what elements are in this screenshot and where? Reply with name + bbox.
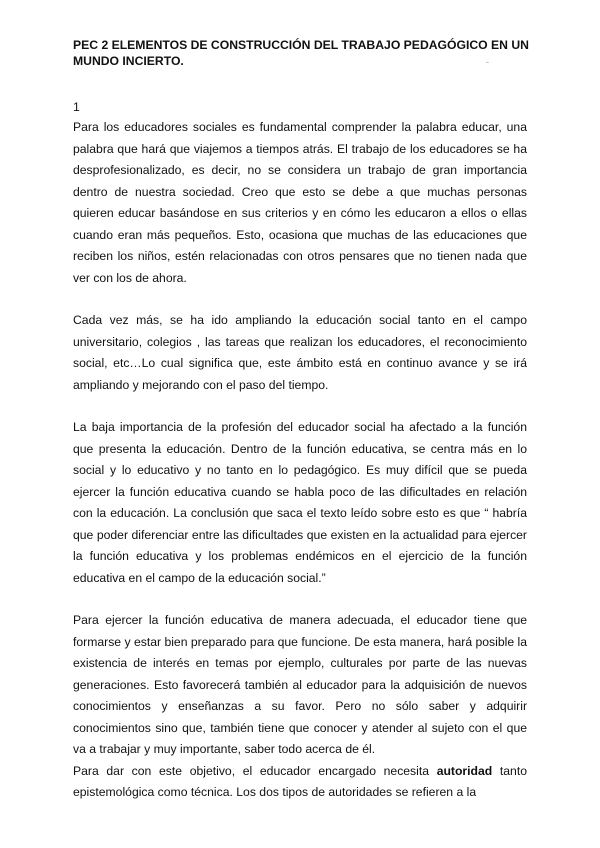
corner-mark: - [486, 57, 489, 67]
paragraph-4: Para ejercer la función educativa de manera adecuada, el educador tiene que formarse y estar bien preparado para que funcione. De esta manera, hará posible la existencia de interés en temas por ejemplo, culturales por parte de las nuevas generaciones. Esto favorecerá también al educador para la adquisición de nuevos conocimientos y enseñanzas a su favor. Pero no sólo saber y adquirir conocimientos sino que, también tiene que conocer y atender al sujeto con el que va a trabajar y muy importante, saber todo acerca de él. [73, 613, 527, 756]
paragraph-5 [73, 761, 527, 804]
document-body [73, 117, 527, 804]
paragraph-1: Para los educadores sociales es fundamental comprender la palabra educar, una palabra que hará que viajemos a tiempos atrás. El trabajo de los educadores se ha desprofesionalizado, es decir, no se considera un trabajo de gran importancia dentro de nuestra sociedad. Creo que esto se debe a que muchas personas quieren educar basándose en sus criterios y en cómo les educaron a ellos o ellas cuando eran más pequeños. Esto, ocasiona que muchas de las educaciones que reciben los niños, estén relacionadas con otros pensares que no tienen nada que ver con los de ahora. [73, 120, 527, 285]
paragraph-2: Cada vez más, se ha ido ampliando la educación social tanto en el campo universitario, colegios , las tareas que realizan los educadores, el reconocimiento social, etc…Lo cual significa que, este ámbito está en continuo avance y se irá ampliando y mejorando con el paso del tiempo. [73, 313, 527, 392]
section-number: 1 [73, 100, 80, 114]
document-title: PEC 2 ELEMENTOS DE CONSTRUCCIÓN DEL TRABAJO PEDAGÓGICO EN UN MUNDO INCIERTO. [73, 38, 529, 68]
paragraph-3: La baja importancia de la profesión del educador social ha afectado a la función que presenta la educación. Dentro de la función educativa, se centra más en lo social y lo educativo y no tanto en lo pedagógico. Es muy difícil que se pueda ejercer la función educativa cuando se habla poco de las dificultades en relación con la educación. La conclusión que saca el texto leído sobre esto es que “ habría que poder diferenciar entre las dificultades que existen en la actualidad para ejercer la función educativa y los problemas endémicos en el ejercicio de la función educativa en el campo de la educación social.” [73, 420, 527, 585]
bold-term-autoridad: autoridad [436, 763, 493, 778]
paragraph-5-text-a: Para dar con este objetivo, el educador encargado necesita [73, 763, 437, 778]
paragraph-5-text-b: tanto epistemológica como técnica. Los dos tipos de autoridades se refieren a la [73, 763, 527, 799]
